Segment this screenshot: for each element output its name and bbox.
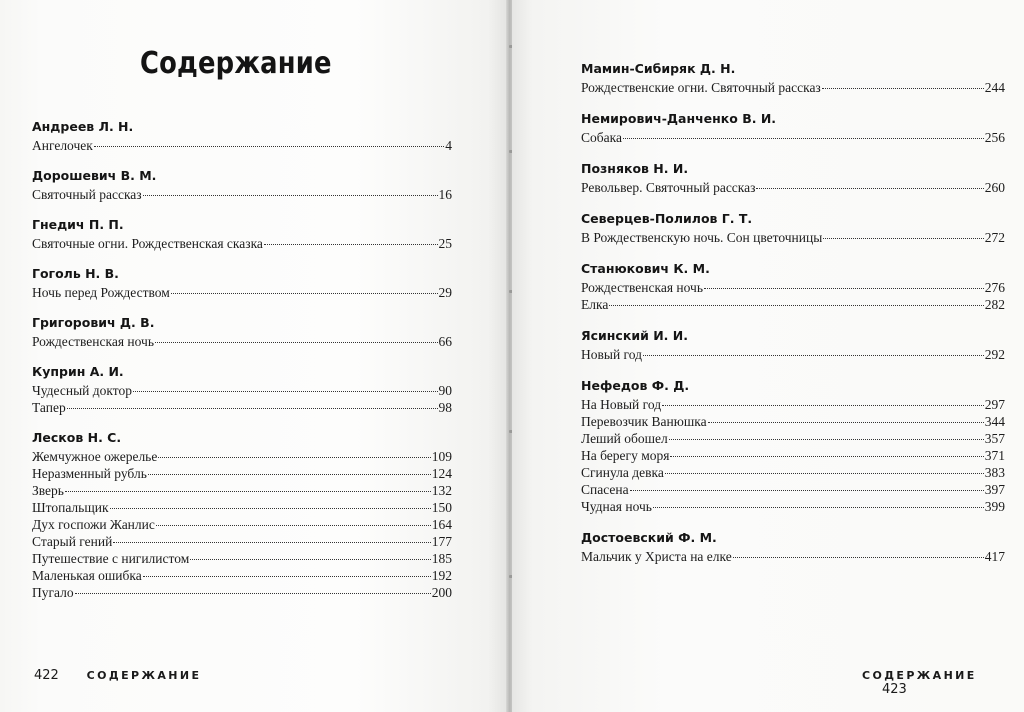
toc-entry-page: 192 [431,568,452,583]
page-number: 423 [882,682,907,697]
toc-entry-page: 344 [984,414,1005,429]
toc-entry-title: Мальчик у Христа на елке [581,549,732,564]
toc-entry-title: Святочный рассказ [32,187,142,202]
toc-entry [581,79,1005,96]
dot-leader [653,507,984,508]
toc-author-group [32,363,452,416]
dot-leader [158,457,430,458]
toc-author: Григорович Д. В. [32,315,155,330]
dot-leader [823,238,983,239]
toc-entry [32,482,452,499]
toc-author: Станюкович К. М. [581,261,710,276]
dot-leader [143,195,438,196]
toc-entry [581,129,1005,146]
toc-author-group [32,167,452,203]
toc-entry-title: Леший обошел [581,431,668,446]
dot-leader [190,559,430,560]
toc-entry-title: Чудная ночь [581,499,652,514]
dot-leader [704,288,984,289]
toc-entry-title: Пугало [32,585,74,600]
toc-entry-title: Ночь перед Рождеством [32,285,170,300]
toc-entry [32,399,452,416]
toc-author: Гоголь Н. В. [32,266,119,281]
toc-entry-title: Рождественская ночь [32,334,155,349]
toc-entry [32,499,452,516]
toc-entry-title: Перевозчик Ванюшка [581,414,707,429]
toc-entry-page: 150 [431,500,452,515]
toc-author: Лесков Н. С. [32,430,122,445]
dot-leader [662,405,984,406]
toc-entry [32,333,452,350]
toc-entry [32,567,452,584]
toc-entry-title: Ангелочек [32,138,93,153]
toc-entry-title: Тапер [32,400,66,415]
toc-author: Мамин-Сибиряк Д. Н. [581,61,736,76]
dot-leader [75,593,431,594]
toc-entry [581,481,1005,498]
dot-leader [665,473,984,474]
toc-entry-page: 98 [438,400,452,415]
toc-entry-title: Святочные огни. Рождественская сказка [32,236,263,251]
toc-entry-title: Зверь [32,483,64,498]
toc-entry-page: 164 [431,517,452,532]
toc-entry-page: 90 [438,383,452,398]
toc-entry-title: Спасена [581,482,629,497]
toc-entry [32,533,452,550]
toc-entry [32,235,452,252]
toc-author-group [581,529,1005,565]
dot-leader [171,293,438,294]
toc-entry [581,396,1005,413]
toc-author-group [581,60,1005,96]
right-page [512,0,1024,712]
toc-entry-title: Жемчужное ожерелье [32,449,158,464]
dot-leader [708,422,984,423]
toc-entry [581,464,1005,481]
toc-entry-page: 16 [438,187,452,202]
toc-entry [32,284,452,301]
toc-entry-page: 297 [984,397,1005,412]
toc-entry-page: 177 [431,534,452,549]
toc-author-group [581,110,1005,146]
toc-entry [32,382,452,399]
toc-author-group [32,216,452,252]
toc-entry-page: 244 [984,80,1005,95]
toc-entry [32,448,452,465]
left-page [0,0,508,712]
toc-entry-title: Маленькая ошибка [32,568,142,583]
page-number: 422 [34,668,59,683]
toc-entry-title: Новый год [581,347,642,362]
toc-author-group [32,314,452,350]
dot-leader [264,244,438,245]
toc-entry [581,498,1005,515]
toc-right-column [581,60,1005,579]
toc-entry [581,279,1005,296]
toc-author-group [32,429,452,601]
toc-entry-title: На Новый год [581,397,662,412]
toc-entry-page: 357 [984,431,1005,446]
dot-leader [643,355,984,356]
dot-leader [156,525,431,526]
dot-leader [67,408,438,409]
toc-author-group [581,160,1005,196]
toc-entry [32,584,452,601]
toc-entry-page: 397 [984,482,1005,497]
toc-entry [581,447,1005,464]
toc-entry-title: Старый гений [32,534,113,549]
dot-leader [609,305,983,306]
toc-entry-page: 200 [431,585,452,600]
toc-author-group [32,118,452,154]
toc-author-group [32,265,452,301]
toc-author: Гнедич П. П. [32,217,124,232]
toc-author-group [581,260,1005,313]
toc-entry-page: 29 [438,285,452,300]
toc-author: Северцев-Полилов Г. Т. [581,211,753,226]
dot-leader [733,557,984,558]
dot-leader [143,576,431,577]
toc-author-group [581,327,1005,363]
toc-entry-page: 185 [431,551,452,566]
toc-entry [32,186,452,203]
toc-entry [32,516,452,533]
footer-right [862,668,1024,697]
toc-entry [32,137,452,154]
toc-entry-page: 276 [984,280,1005,295]
toc-entry-page: 132 [431,483,452,498]
footer-left [34,668,201,683]
toc-author: Немирович-Данченко В. И. [581,111,777,126]
toc-author: Ясинский И. И. [581,328,688,343]
toc-entry [581,430,1005,447]
dot-leader [670,456,983,457]
toc-entry-title: В Рождественскую ночь. Сон цветочницы [581,230,823,245]
toc-author: Позняков Н. И. [581,161,689,176]
toc-entry [32,465,452,482]
toc-entry-page: 417 [984,549,1005,564]
toc-author: Дорошевич В. М. [32,168,157,183]
toc-entry-page: 66 [438,334,452,349]
toc-entry [581,346,1005,363]
toc-entry-page: 383 [984,465,1005,480]
dot-leader [822,88,984,89]
toc-author: Достоевский Ф. М. [581,530,717,545]
toc-entry-page: 124 [431,466,452,481]
dot-leader [623,138,984,139]
toc-entry-page: 25 [438,236,452,251]
toc-author: Нефедов Ф. Д. [581,378,690,393]
toc-entry-page: 272 [984,230,1005,245]
running-header: СОДЕРЖАНИЕ [86,669,202,682]
dot-leader [630,490,984,491]
toc-author: Андреев Л. Н. [32,119,134,134]
toc-entry [32,550,452,567]
toc-entry-title: Путешествие с нигилистом [32,551,190,566]
dot-leader [148,474,431,475]
toc-left-column [32,118,452,614]
toc-entry [581,413,1005,430]
toc-entry-title: Собака [581,130,622,145]
toc-entry-page: 371 [984,448,1005,463]
toc-entry-title: Неразменный рубль [32,466,147,481]
toc-entry-page: 260 [984,180,1005,195]
toc-entry-title: Штопальщик [32,500,109,515]
dot-leader [155,342,437,343]
dot-leader [756,188,983,189]
toc-author-group [581,210,1005,246]
toc-entry-title: Рождественские огни. Святочный рассказ [581,80,821,95]
toc-entry-page: 282 [984,297,1005,312]
toc-entry [581,229,1005,246]
dot-leader [65,491,431,492]
dot-leader [94,146,444,147]
toc-entry [581,179,1005,196]
dot-leader [113,542,430,543]
page-title: Содержание [140,46,332,81]
toc-entry-page: 292 [984,347,1005,362]
toc-entry [581,296,1005,313]
toc-entry-page: 399 [984,499,1005,514]
toc-entry-page: 109 [431,449,452,464]
toc-entry-title: Револьвер. Святочный рассказ [581,180,756,195]
toc-entry [581,548,1005,565]
toc-entry-title: На берегу моря [581,448,670,463]
toc-entry-title: Рождественская ночь [581,280,704,295]
dot-leader [110,508,431,509]
dot-leader [133,391,438,392]
toc-entry-title: Елка [581,297,609,312]
toc-author: Куприн А. И. [32,364,124,379]
toc-entry-title: Дух госпожи Жанлис [32,517,155,532]
toc-entry-page: 256 [984,130,1005,145]
toc-entry-title: Чудесный доктор [32,383,132,398]
toc-entry-page: 4 [445,138,452,153]
toc-entry-title: Сгинула девка [581,465,664,480]
toc-author-group [581,377,1005,515]
running-header: СОДЕРЖАНИЕ [862,669,977,682]
dot-leader [669,439,984,440]
